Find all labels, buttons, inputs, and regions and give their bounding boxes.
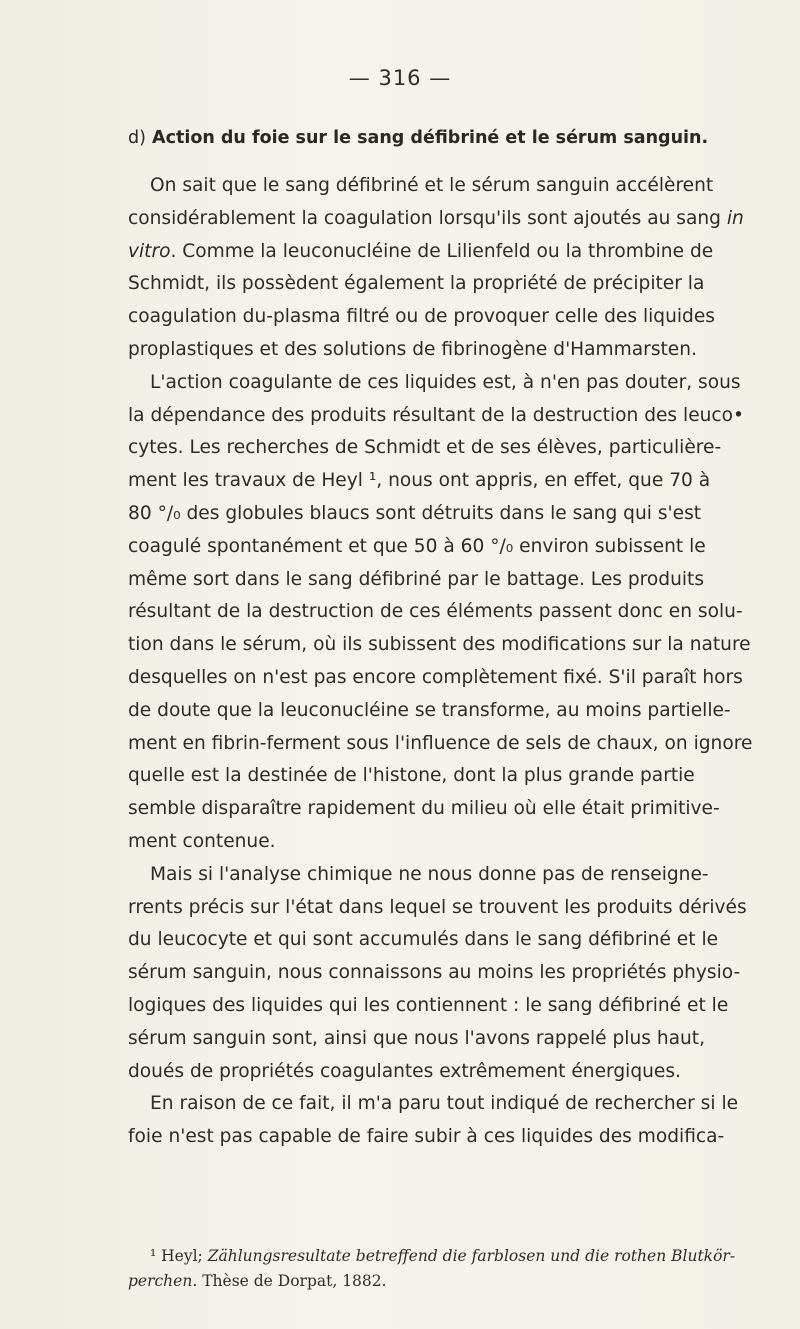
- italic-term: vitro: [128, 240, 171, 262]
- footnote-marker-author: ¹ Heyl;: [150, 1247, 203, 1265]
- text-line: considérablement la coagulation lorsqu'ils sont ajoutés au sang in: [128, 207, 744, 229]
- footnote: [128, 1244, 736, 1294]
- text-line: semble disparaître rapidement du milieu où elle était primitive-: [128, 798, 720, 820]
- text-line: ment les travaux de Heyl ¹, nous ont appris, en effet, que 70 à: [128, 470, 711, 492]
- footnote-source: Thèse de Dorpat, 1882.: [202, 1272, 387, 1290]
- text-line: tion dans le sérum, où ils subissent des modifications sur la nature: [128, 634, 751, 656]
- section-title-text: Action du foie sur le sang défibriné et le sérum sanguin.: [152, 128, 709, 148]
- section-letter: d): [128, 128, 146, 148]
- text-line: doués de propriétés coagulantes extrêmement énergiques.: [128, 1060, 681, 1082]
- body-text: [128, 170, 753, 1154]
- footnote-title-part2: perchen.: [128, 1272, 198, 1290]
- text-line: L'action coagulante de ces liquides est, à n'en pas douter, sous: [150, 371, 741, 393]
- section-heading: [128, 128, 708, 148]
- text-line: même sort dans le sang défibriné par le battage. Les produits: [128, 568, 705, 590]
- text-line: résultant de la destruction de ces éléments passent donc en solu-: [128, 601, 743, 623]
- text-line: coagulation du-plasma filtré ou de provoquer celle des liquides: [128, 306, 715, 328]
- footnote-title-part1: Zählungsresultate betreffend die farblosen und die rothen Blutkör-: [207, 1247, 736, 1265]
- footnote-line: [128, 1244, 736, 1269]
- text-line: coagulé spontanément et que 50 à 60 °/₀ environ subissent le: [128, 535, 706, 557]
- text-line: du leucocyte et qui sont accumulés dans le sang défibriné et le: [128, 929, 719, 951]
- text-line: Mais si l'analyse chimique ne nous donne pas de renseigne-: [150, 863, 709, 885]
- text-line: quelle est la destinée de l'histone, dont la plus grande partie: [128, 765, 695, 787]
- text-line: On sait que le sang défibriné et le sérum sanguin accélèrent: [150, 175, 714, 196]
- text-line: rrents précis sur l'état dans lequel se trouvent les produits dérivés: [128, 896, 747, 918]
- text-line: 80 °/₀ des globules blaucs sont détruits dans le sang qui s'est: [128, 502, 702, 524]
- text-line: En raison de ce fait, il m'a paru tout indiqué de rechercher si le: [150, 1093, 739, 1115]
- text-line: sérum sanguin, nous connaissons au moins les propriétés physio-: [128, 962, 741, 984]
- text-line: de doute que la leuconucléine se transforme, au moins partielle-: [128, 699, 731, 721]
- text-line: ment contenue.: [128, 830, 276, 852]
- text-line: logiques des liquides qui les contiennent : le sang défibriné et le: [128, 994, 729, 1016]
- text-line: sérum sanguin sont, ainsi que nous l'avons rappelé plus haut,: [128, 1027, 705, 1049]
- text-line: cytes. Les recherches de Schmidt et de ses élèves, particulière-: [128, 437, 722, 459]
- text-line: desquelles on n'est pas encore complètement fixé. S'il paraît hors: [128, 666, 743, 688]
- text-line: foie n'est pas capable de faire subir à ces liquides des modifica-: [128, 1126, 725, 1148]
- page-number: — 316 —: [348, 66, 452, 90]
- text-line: proplastiques et des solutions de fibrinogène d'Hammarsten.: [128, 338, 697, 360]
- text-line: ment en fibrin-ferment sous l'influence de sels de chaux, on ignore: [128, 732, 753, 754]
- italic-term: in: [726, 207, 744, 229]
- text-line: la dépendance des produits résultant de la destruction des leuco•: [128, 404, 744, 426]
- text-line: Schmidt, ils possèdent également la propriété de précipiter la: [128, 273, 705, 295]
- footnote-line: [128, 1269, 684, 1294]
- text-line: vitro. Comme la leuconucléine de Lilienfeld ou la thrombine de: [128, 240, 714, 262]
